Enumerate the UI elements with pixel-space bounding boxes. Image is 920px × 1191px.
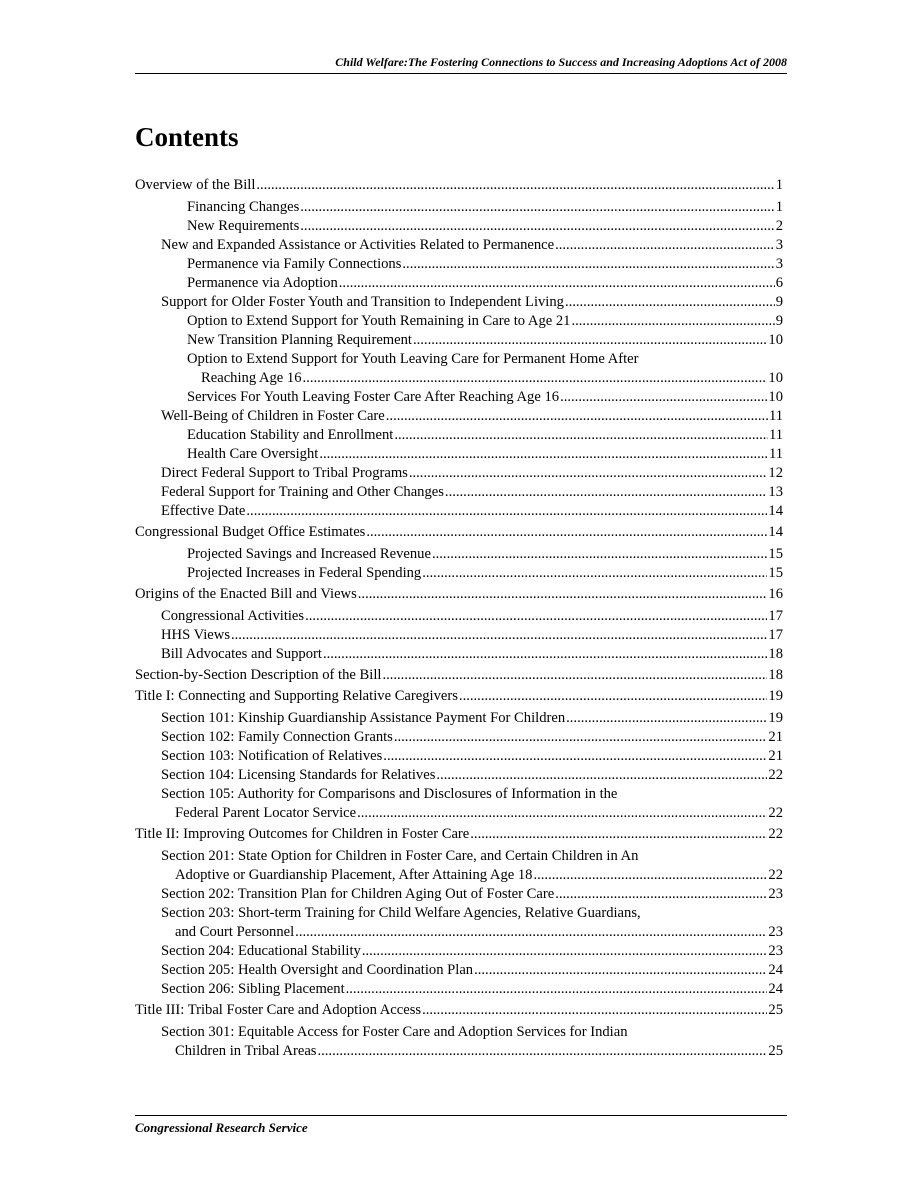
- toc-entry-title: New Transition Planning Requirement: [187, 332, 412, 348]
- toc-entry[interactable]: [135, 728, 783, 747]
- toc-entry-title: Well-Being of Children in Foster Care: [161, 408, 385, 424]
- toc-entry-page: 11: [768, 427, 783, 443]
- toc-entry[interactable]: [135, 274, 783, 293]
- toc-entry[interactable]: [135, 464, 783, 483]
- toc-entry-page: 22: [768, 805, 783, 821]
- toc-entry-title: Congressional Activities: [161, 608, 305, 624]
- toc-entry-page: 1: [775, 177, 783, 193]
- toc-entry-page: 11: [768, 446, 783, 462]
- toc-entry-title: Section 101: Kinship Guardianship Assistance Payment For Children: [161, 710, 566, 726]
- toc-entry-page: 15: [768, 546, 783, 562]
- toc-entry-title: Section 102: Family Connection Grants: [161, 729, 393, 745]
- toc-entry-title: Education Stability and Enrollment: [187, 427, 394, 443]
- toc-entry-title: Section-by-Section Description of the Bill: [135, 667, 382, 683]
- toc-entry-page: 17: [768, 627, 783, 643]
- toc-entry-page: 21: [768, 748, 783, 764]
- toc-entry[interactable]: [135, 564, 783, 583]
- toc-entry[interactable]: [135, 483, 783, 502]
- toc-entry-title: Projected Increases in Federal Spending: [187, 565, 422, 581]
- toc-entry[interactable]: [135, 666, 783, 685]
- toc-entry[interactable]: [135, 312, 783, 331]
- toc-entry-first-line[interactable]: [135, 847, 783, 866]
- toc-entry-title: Option to Extend Support for Youth Remaining in Care to Age 21: [187, 313, 571, 329]
- toc-entry-title-continued: Reaching Age 16: [201, 370, 302, 386]
- toc-entry-title: New Requirements: [187, 218, 300, 234]
- toc-entry-page: 12: [768, 465, 783, 481]
- toc-entry-title: Section 105: Authority for Comparisons and Disclosures of Information in the: [161, 786, 618, 802]
- toc-entry-page: 14: [768, 503, 783, 519]
- toc-entry-title: Section 201: State Option for Children in Foster Care, and Certain Children in An: [161, 848, 639, 864]
- toc-entry[interactable]: [135, 980, 783, 999]
- toc-entry-title: Section 205: Health Oversight and Coordination Plan: [161, 962, 474, 978]
- toc-entry-page: 6: [775, 275, 783, 291]
- toc-entry-page: 25: [768, 1043, 783, 1059]
- toc-entry-page: 9: [775, 313, 783, 329]
- toc-entry[interactable]: [135, 687, 783, 706]
- toc-entry[interactable]: [135, 407, 783, 426]
- toc-entry-title: Support for Older Foster Youth and Transition to Independent Living: [161, 294, 564, 310]
- toc-entry-title: Permanence via Adoption: [187, 275, 338, 291]
- toc-entry-title: Permanence via Family Connections: [187, 256, 402, 272]
- toc-entry-title: Effective Date: [161, 503, 246, 519]
- toc-entry[interactable]: [135, 825, 783, 844]
- toc-entry-page: 22: [768, 867, 783, 883]
- toc-entry[interactable]: [135, 585, 783, 604]
- toc-entry-first-line[interactable]: [135, 350, 783, 369]
- toc-entry-title: HHS Views: [161, 627, 230, 643]
- table-of-contents: [135, 176, 783, 1061]
- toc-entry-title-continued: Children in Tribal Areas: [175, 1043, 317, 1059]
- toc-entry-first-line[interactable]: [135, 1023, 783, 1042]
- toc-entry-page: 21: [768, 729, 783, 745]
- toc-entry-title: Title III: Tribal Foster Care and Adoption Access: [135, 1002, 422, 1018]
- toc-entry[interactable]: [135, 607, 783, 626]
- toc-entry[interactable]: [135, 645, 783, 664]
- toc-entry[interactable]: [135, 804, 783, 823]
- toc-entry-page: 23: [768, 924, 783, 940]
- toc-entry[interactable]: [135, 293, 783, 312]
- toc-entry-title: Origins of the Enacted Bill and Views: [135, 586, 357, 602]
- toc-entry-title-continued: Adoptive or Guardianship Placement, After Attaining Age 18: [175, 867, 533, 883]
- toc-entry[interactable]: [135, 709, 783, 728]
- toc-entry-page: 2: [775, 218, 783, 234]
- toc-entry-title-continued: and Court Personnel: [175, 924, 295, 940]
- toc-entry-title: Option to Extend Support for Youth Leaving Care for Permanent Home After: [187, 351, 639, 367]
- toc-entry[interactable]: [135, 766, 783, 785]
- toc-entry-title: Congressional Budget Office Estimates: [135, 524, 366, 540]
- toc-entry[interactable]: [135, 388, 783, 407]
- toc-entry-page: 22: [768, 767, 783, 783]
- toc-entry[interactable]: [135, 523, 783, 542]
- toc-entry[interactable]: [135, 445, 783, 464]
- footer-divider: [135, 1115, 787, 1116]
- toc-entry-first-line[interactable]: [135, 904, 783, 923]
- toc-entry-title: Title II: Improving Outcomes for Children in Foster Care: [135, 826, 470, 842]
- toc-entry[interactable]: [135, 255, 783, 274]
- toc-entry-page: 10: [768, 332, 783, 348]
- toc-entry[interactable]: [135, 923, 783, 942]
- toc-entry[interactable]: [135, 626, 783, 645]
- toc-entry[interactable]: [135, 369, 783, 388]
- toc-entry[interactable]: [135, 331, 783, 350]
- toc-entry[interactable]: [135, 502, 783, 521]
- toc-entry-page: 3: [775, 237, 783, 253]
- toc-entry-page: 3: [775, 256, 783, 272]
- toc-entry[interactable]: [135, 236, 783, 255]
- toc-entry-page: 15: [768, 565, 783, 581]
- toc-entry[interactable]: [135, 747, 783, 766]
- toc-entry-page: 18: [768, 646, 783, 662]
- toc-entry-page: 10: [768, 370, 783, 386]
- toc-entry-title: Federal Support for Training and Other Changes: [161, 484, 444, 500]
- toc-entry-page: 16: [768, 586, 783, 602]
- toc-entry-title: Section 202: Transition Plan for Children Aging Out of Foster Care: [161, 886, 555, 902]
- toc-entry-page: 19: [768, 688, 783, 704]
- toc-entry[interactable]: [135, 1042, 783, 1061]
- toc-entry-title: Section 103: Notification of Relatives: [161, 748, 383, 764]
- toc-entry-title: Financing Changes: [187, 199, 300, 215]
- toc-entry-page: 18: [768, 667, 783, 683]
- toc-entry-title: Projected Savings and Increased Revenue: [187, 546, 431, 562]
- toc-entry-page: 24: [768, 981, 783, 997]
- toc-entry-title: Section 204: Educational Stability: [161, 943, 361, 959]
- toc-entry-page: 23: [768, 943, 783, 959]
- toc-entry-page: 22: [768, 826, 783, 842]
- footer-text: Congressional Research Service: [135, 1120, 308, 1135]
- toc-entry-page: 9: [775, 294, 783, 310]
- toc-entry-title: Section 104: Licensing Standards for Relatives: [161, 767, 436, 783]
- toc-entry-page: 17: [768, 608, 783, 624]
- toc-entry-title: Direct Federal Support to Tribal Programs: [161, 465, 408, 481]
- toc-entry[interactable]: [135, 217, 783, 236]
- page-title: Contents: [135, 122, 239, 152]
- toc-entry-page: 25: [768, 1002, 783, 1018]
- header-divider: [135, 73, 787, 74]
- toc-entry-page: 19: [768, 710, 783, 726]
- toc-entry-title: Section 203: Short-term Training for Child Welfare Agencies, Relative Guardians,: [161, 905, 641, 921]
- toc-entry[interactable]: [135, 885, 783, 904]
- toc-entry[interactable]: [135, 426, 783, 445]
- toc-entry-title: Overview of the Bill: [135, 177, 256, 193]
- toc-entry-page: 14: [768, 524, 783, 540]
- toc-entry-first-line[interactable]: [135, 785, 783, 804]
- toc-entry-page: 13: [768, 484, 783, 500]
- running-header: Child Welfare:The Fostering Connections to Success and Increasing Adoptions Act of 2008: [335, 55, 787, 69]
- toc-entry[interactable]: [135, 176, 783, 195]
- toc-entry[interactable]: [135, 961, 783, 980]
- toc-entry[interactable]: [135, 198, 783, 217]
- toc-entry-page: 24: [768, 962, 783, 978]
- toc-entry[interactable]: [135, 942, 783, 961]
- toc-entry-title: Title I: Connecting and Supporting Relative Caregivers: [135, 688, 458, 704]
- toc-entry-page: 1: [775, 199, 783, 215]
- toc-entry-title: Section 206: Sibling Placement: [161, 981, 345, 997]
- toc-entry[interactable]: [135, 866, 783, 885]
- toc-entry-title: Section 301: Equitable Access for Foster Care and Adoption Services for Indian: [161, 1024, 628, 1040]
- toc-entry-title: Bill Advocates and Support: [161, 646, 322, 662]
- toc-entry-page: 23: [768, 886, 783, 902]
- toc-entry-page: 11: [768, 408, 783, 424]
- toc-entry-title: Services For Youth Leaving Foster Care After Reaching Age 16: [187, 389, 560, 405]
- toc-entry-title: Health Care Oversight: [187, 446, 319, 462]
- toc-entry-page: 10: [768, 389, 783, 405]
- toc-entry-title-continued: Federal Parent Locator Service: [175, 805, 357, 821]
- toc-entry-title: New and Expanded Assistance or Activities Related to Permanence: [161, 237, 555, 253]
- toc-entry[interactable]: [135, 1001, 783, 1020]
- toc-entry[interactable]: [135, 545, 783, 564]
